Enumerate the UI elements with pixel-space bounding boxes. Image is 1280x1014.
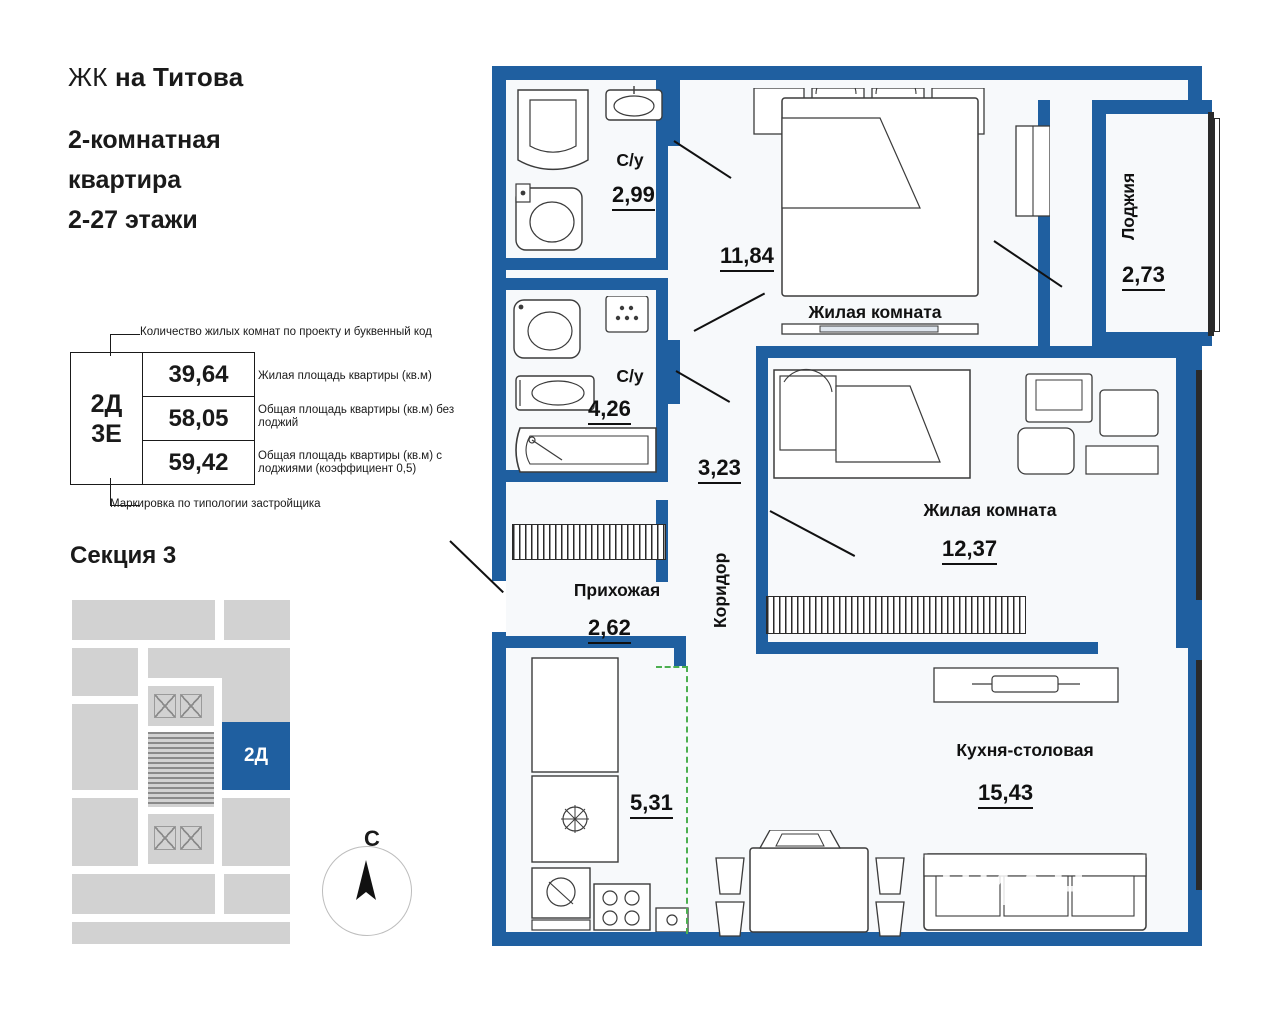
- room-label-loggia: [1118, 136, 1139, 276]
- spec-code-top: 2Д: [90, 389, 123, 418]
- stairs-icon: [180, 694, 202, 718]
- room-area-hallway: 2,62: [588, 615, 631, 644]
- section-block: [72, 922, 290, 944]
- section-block: [224, 600, 290, 640]
- subtitle-line-2: квартира: [68, 166, 182, 194]
- room-label-bathroom2: [570, 366, 690, 387]
- window-right-lower: [1196, 660, 1202, 890]
- room-area-bathroom1: 2,99: [612, 182, 655, 211]
- kitchen-shelf-icon: [932, 666, 1122, 706]
- spec-code-cell: [71, 353, 143, 485]
- callout-line-top: [110, 334, 140, 335]
- section-selected-label: 2Д: [243, 745, 269, 766]
- room-label-bathroom1: [570, 150, 690, 171]
- apartment-subtitle: [68, 120, 368, 240]
- section-block: [72, 704, 138, 790]
- room-name-kitchen: Кухня-столовая: [956, 740, 1094, 760]
- section-block: [224, 874, 290, 914]
- compass-needle-icon: [312, 828, 422, 938]
- compass: [312, 828, 422, 938]
- dining-table-icon: [710, 830, 910, 940]
- room-name-bathroom2: С/у: [616, 366, 644, 386]
- room-name-corridor: Коридор: [710, 552, 730, 628]
- spec-table: [70, 352, 255, 477]
- spec-callout-top: Количество жилых комнат по проекту и буквенный код: [140, 326, 432, 338]
- section-block: [222, 798, 290, 866]
- floor-plan: [470, 40, 1260, 980]
- room-area-bathroom2: 4,26: [588, 396, 631, 425]
- info-panel: [0, 0, 470, 1014]
- bedroom1-furniture-icon: [720, 88, 1050, 338]
- room-name-bedroom1: Жилая комната: [808, 302, 942, 322]
- section-selected-unit[interactable]: [222, 722, 290, 790]
- watermark: ЦИАН: [940, 863, 1090, 915]
- room-name-bathroom1: С/у: [616, 150, 644, 170]
- spec-caption-total: Общая площадь квартиры (кв.м) без лоджий: [258, 404, 455, 429]
- complex-title: [68, 62, 243, 93]
- room-area-loggia: 2,73: [1122, 262, 1165, 291]
- section-block: [72, 874, 215, 914]
- subtitle-line-3: 2-27 этажи: [68, 206, 198, 234]
- wall-room2-top-right: [1088, 346, 1198, 358]
- loggia-wall-bottom: [1092, 332, 1212, 346]
- room-label-kitchen: [870, 740, 1180, 761]
- wall-left-upper: [492, 66, 506, 581]
- kitchen-zone-boundary: [686, 666, 688, 934]
- stairs-icon: [154, 826, 176, 850]
- radiator-bedroom2: [766, 596, 1026, 634]
- spec-callout-bottom: Маркировка по типологии застройщика: [110, 498, 321, 510]
- section-block: [72, 600, 215, 640]
- complex-title-prefix: ЖК: [68, 62, 115, 92]
- spec-value-living: 39,64: [142, 353, 254, 397]
- spec-code-bottom: 3Е: [91, 419, 122, 448]
- section-title: Секция 3: [70, 542, 177, 569]
- room-label-hallway: [492, 580, 742, 601]
- room-area-bedroom1: 11,84: [720, 243, 774, 272]
- room-name-loggia: Лоджия: [1118, 172, 1138, 240]
- wall-bath2-top: [506, 278, 668, 290]
- spec-caption-total-loggia: Общая площадь квартиры (кв.м) с лоджиями (коэффициент 0,5): [258, 450, 442, 475]
- wall-left-lower: [492, 636, 506, 946]
- room-label-bedroom2: [850, 500, 1130, 521]
- kitchen-zone-boundary-top: [656, 666, 688, 668]
- stairs-icon: [180, 826, 202, 850]
- section-hatch-block: [148, 732, 214, 807]
- wall-top: [492, 66, 1202, 80]
- compass-north-label: С: [364, 826, 380, 851]
- stairs-icon: [154, 694, 176, 718]
- section-block: [72, 648, 138, 696]
- radiator-hallway: [512, 524, 666, 560]
- spec-value-total: 58,05: [142, 397, 254, 441]
- window-right-upper: [1196, 370, 1202, 600]
- room-area-kitchen: 15,43: [978, 780, 1033, 809]
- room-label-bedroom1: [740, 302, 1010, 323]
- room-area-corridor: 3,23: [698, 455, 741, 484]
- loggia-wall-top: [1092, 100, 1212, 114]
- room-area-kitchen-zone: 5,31: [630, 790, 673, 819]
- room-name-bedroom2: Жилая комната: [923, 500, 1057, 520]
- spec-value-total-loggia: 59,42: [142, 441, 254, 485]
- spec-caption-living: Жилая площадь квартиры (кв.м): [258, 370, 432, 382]
- loggia-wall-left: [1092, 100, 1106, 346]
- bathroom1-fixtures-icon: [510, 84, 666, 264]
- subtitle-line-1: 2-комнатная: [68, 126, 221, 154]
- loggia-glazing-panel: [1214, 118, 1220, 332]
- complex-title-name: на Титова: [114, 62, 244, 92]
- section-plan: [72, 600, 290, 945]
- room-name-hallway: Прихожая: [573, 580, 661, 600]
- room-area-bedroom2: 12,37: [942, 536, 997, 565]
- section-block: [72, 798, 138, 866]
- wall-room1-left-a: [668, 80, 680, 146]
